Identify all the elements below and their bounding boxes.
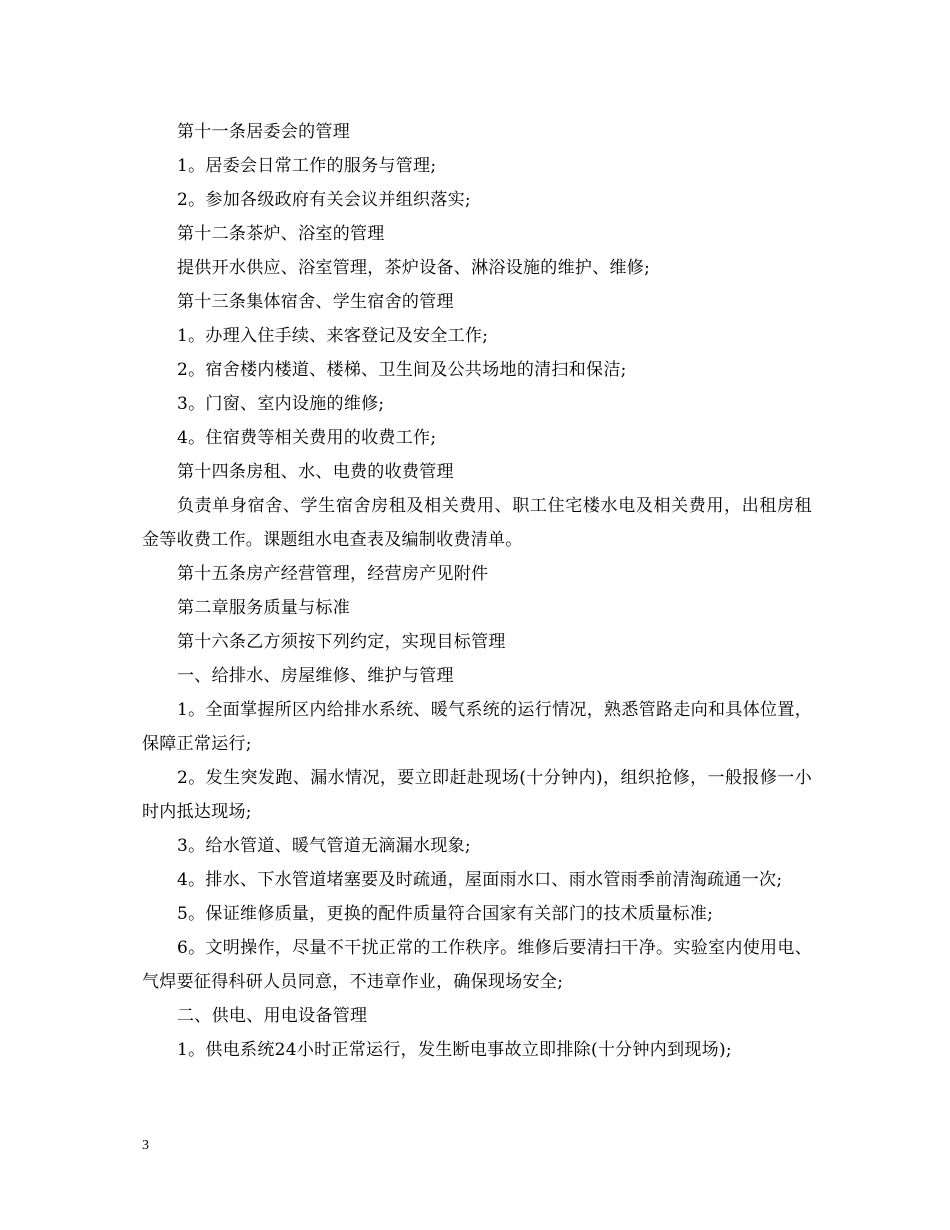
paragraph: 第十六条乙方须按下列约定，实现目标管理 bbox=[177, 632, 506, 652]
paragraph: 二、供电、用电设备管理 bbox=[177, 1006, 368, 1026]
paragraph: 负责单身宿舍、学生宿舍房租及相关费用、职工住宅楼水电及相关费用，出租房租金等收费工作。课题组水电查表及编制收费清单。 bbox=[142, 496, 812, 550]
paragraph: 4。住宿费等相关费用的收费工作; bbox=[177, 428, 437, 448]
paragraph: 6。文明操作，尽量不干扰正常的工作秩序。维修后要清扫干净。实验室内使用电、气焊要征得科研人员同意，不违章作业，确保现场安全; bbox=[142, 938, 812, 992]
paragraph: 2。发生突发跑、漏水情况，要立即赶赴现场(十分钟内)，组织抢修，一般报修一小时内抵达现场; bbox=[142, 768, 812, 822]
paragraph: 2。参加各级政府有关会议并组织落实; bbox=[177, 190, 471, 210]
paragraph: 1。全面掌握所区内给排水系统、暖气系统的运行情况，熟悉管路走向和具体位置，保障正常运行; bbox=[142, 700, 812, 754]
paragraph: 1。供电系统24小时正常运行，发生断电事故立即排除(十分钟内到现场); bbox=[177, 1040, 732, 1060]
page-number: 3 bbox=[142, 1138, 149, 1153]
paragraph: 1。居委会日常工作的服务与管理; bbox=[177, 156, 437, 176]
paragraph: 第十三条集体宿舍、学生宿舍的管理 bbox=[177, 292, 454, 312]
paragraph: 第二章服务质量与标准 bbox=[177, 598, 350, 618]
paragraph: 3。门窗、室内设施的维修; bbox=[177, 394, 385, 414]
document-body bbox=[142, 115, 812, 1067]
paragraph: 1。办理入住手续、来客登记及安全工作; bbox=[177, 326, 489, 346]
paragraph: 提供开水供应、浴室管理，茶炉设备、淋浴设施的维护、维修; bbox=[177, 258, 651, 278]
paragraph: 一、给排水、房屋维修、维护与管理 bbox=[177, 666, 454, 686]
paragraph: 3。给水管道、暖气管道无滴漏水现象; bbox=[177, 836, 471, 856]
paragraph: 第十四条房租、水、电费的收费管理 bbox=[177, 462, 454, 482]
paragraph: 2。宿舍楼内楼道、楼梯、卫生间及公共场地的清扫和保洁; bbox=[177, 360, 627, 380]
paragraph: 4。排水、下水管道堵塞要及时疏通，屋面雨水口、雨水管雨季前清淘疏通一次; bbox=[177, 870, 783, 890]
paragraph: 第十五条房产经营管理，经营房产见附件 bbox=[177, 564, 489, 584]
paragraph: 第十二条茶炉、浴室的管理 bbox=[177, 224, 385, 244]
paragraph: 第十一条居委会的管理 bbox=[177, 122, 350, 142]
paragraph: 5。保证维修质量，更换的配件质量符合国家有关部门的技术质量标准; bbox=[177, 904, 714, 924]
